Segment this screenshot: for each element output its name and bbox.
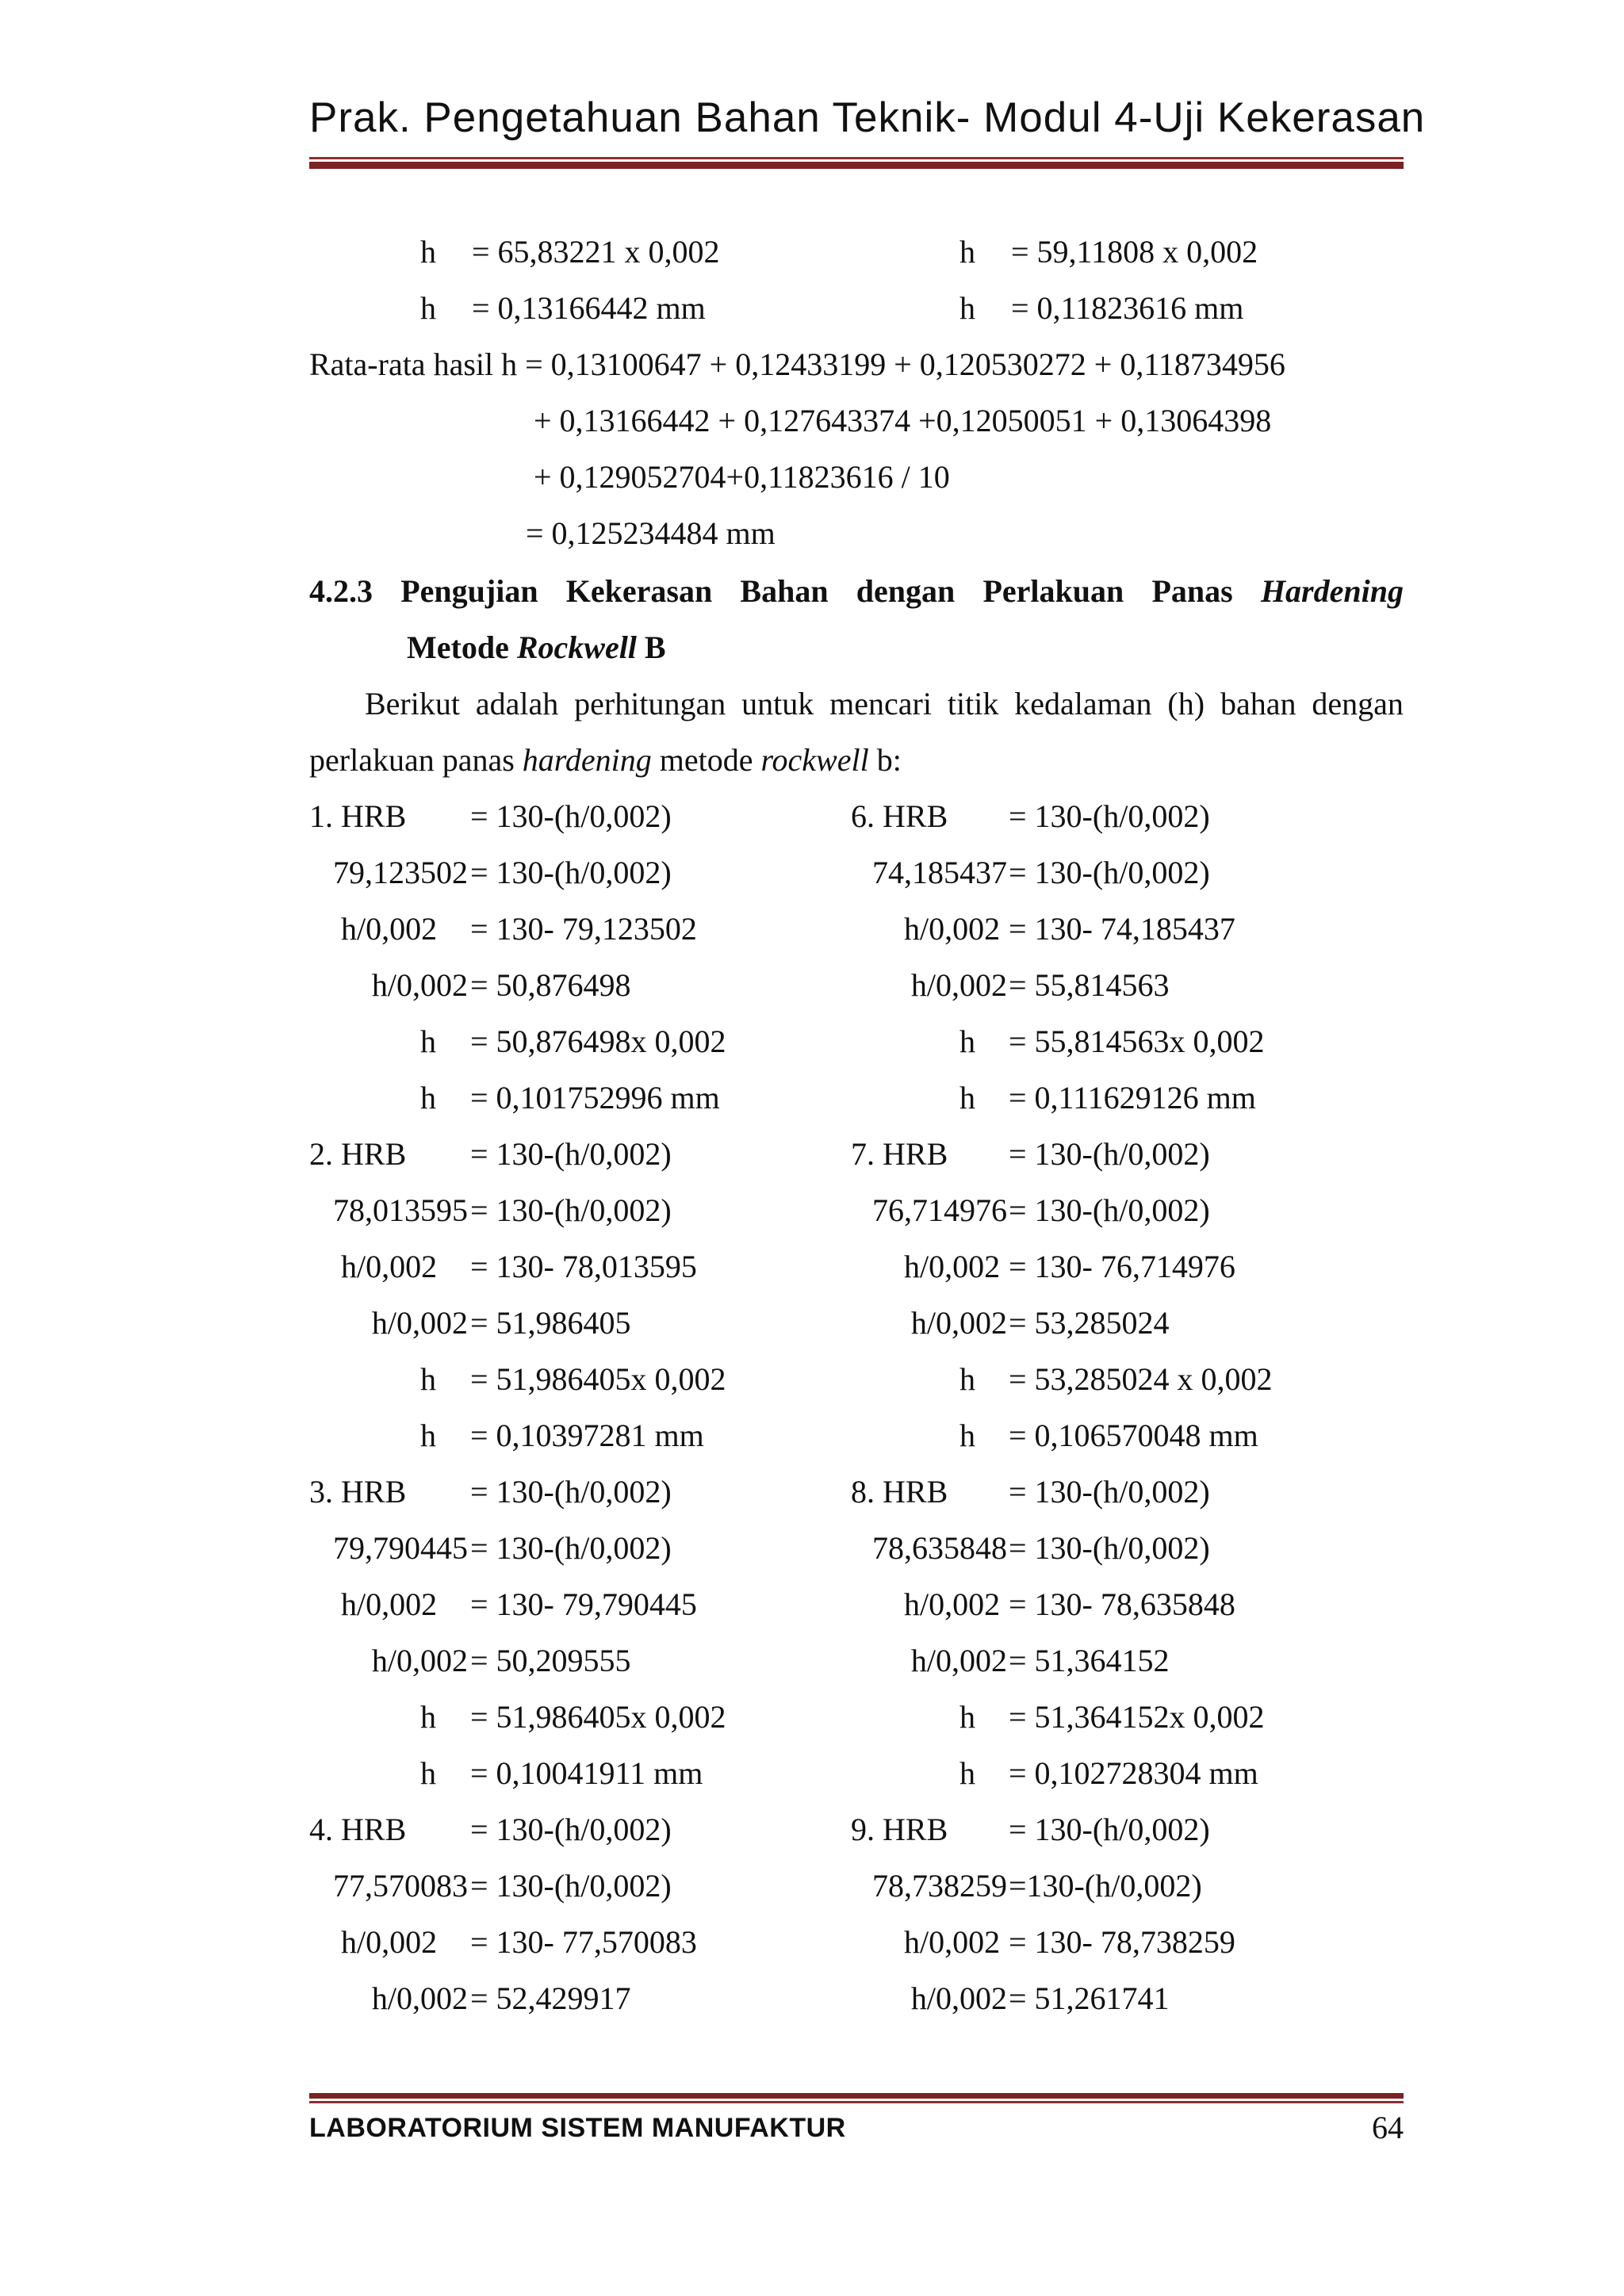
h-ratio: h/0,002 xyxy=(371,1980,468,2016)
equation: = 51,986405x 0,002 xyxy=(470,1699,726,1735)
page-number: 64 xyxy=(1372,2110,1404,2145)
word: (h) xyxy=(1167,686,1205,721)
equation: = 130-(h/0,002) xyxy=(470,1192,672,1228)
h-ratio: h/0,002 xyxy=(904,1586,1001,1622)
equation: = 130- 74,185437 xyxy=(1009,911,1235,947)
heading-word-italic: Rockwell xyxy=(516,629,637,665)
symbol-h: h xyxy=(420,1080,436,1115)
h-ratio: h/0,002 xyxy=(904,1249,1001,1284)
intro-line-1 xyxy=(365,685,1404,723)
word: untuk xyxy=(741,686,814,721)
equation: = 51,986405x 0,002 xyxy=(470,1361,726,1397)
equation: = 130-(h/0,002) xyxy=(470,1474,672,1510)
symbol-h: h xyxy=(420,1024,436,1059)
h-ratio: h/0,002 xyxy=(341,1249,438,1284)
equation: = 130- 78,738259 xyxy=(1009,1924,1235,1960)
hrb-value: 78,635848 xyxy=(872,1530,1007,1566)
hrb-value: 79,790445 xyxy=(333,1530,468,1566)
equation: = 130-(h/0,002) xyxy=(470,798,672,834)
equation: = 55,814563 xyxy=(1009,967,1170,1003)
h-ratio: h/0,002 xyxy=(341,911,438,947)
symbol-h: h xyxy=(959,1699,975,1735)
header-rule-thick xyxy=(309,162,1404,169)
average-line-3: + 0,129052704+0,11823616 / 10 xyxy=(534,459,950,495)
word: dengan xyxy=(1312,686,1404,721)
section-heading-line-2 xyxy=(407,629,666,667)
h-ratio: h/0,002 xyxy=(910,1643,1007,1678)
equation: = 130- 78,013595 xyxy=(470,1249,697,1284)
equation: = 130-(h/0,002) xyxy=(470,855,672,890)
equation: = 130- 79,123502 xyxy=(470,911,697,947)
hrb-label: 9. HRB xyxy=(851,1812,948,1847)
intro-line-2 xyxy=(309,741,902,779)
equation: = 0,102728304 mm xyxy=(1009,1755,1258,1791)
heading-word: Kekerasan xyxy=(565,573,713,609)
hrb-label: 7. HRB xyxy=(851,1136,948,1172)
symbol-h: h xyxy=(959,234,975,270)
equation: = 130- 76,714976 xyxy=(1009,1249,1235,1284)
hrb-value: 78,738259 xyxy=(872,1868,1007,1904)
equation: =130-(h/0,002) xyxy=(1009,1868,1202,1904)
text-run-italic: hardening xyxy=(522,742,652,778)
hrb-value: 76,714976 xyxy=(872,1192,1007,1228)
header-rule-thin xyxy=(309,157,1404,159)
equation: = 53,285024 xyxy=(1009,1305,1170,1341)
equation: = 130-(h/0,002) xyxy=(470,1530,672,1566)
equation: = 0,106570048 mm xyxy=(1009,1418,1258,1453)
equation: = 130-(h/0,002) xyxy=(1009,1192,1210,1228)
equation: = 130-(h/0,002) xyxy=(1009,1812,1210,1847)
average-line-1: Rata-rata hasil h = 0,13100647 + 0,12433199 + 0,120530272 + 0,118734956 xyxy=(309,346,1285,382)
heading-word-italic: Hardening xyxy=(1260,573,1404,609)
equation: = 55,814563x 0,002 xyxy=(1009,1024,1265,1059)
text-run: metode xyxy=(651,742,761,778)
heading-word: B xyxy=(644,629,666,665)
word: titik xyxy=(947,686,999,721)
word: bahan xyxy=(1220,686,1297,721)
equation: = 50,876498 xyxy=(470,967,631,1003)
equation: = 50,876498x 0,002 xyxy=(470,1024,726,1059)
hrb-label: 6. HRB xyxy=(851,798,948,834)
average-line-2: + 0,13166442 + 0,127643374 +0,12050051 + 0,13064398 xyxy=(534,403,1272,438)
heading-word: dengan xyxy=(856,573,956,609)
word: adalah xyxy=(475,686,559,721)
hrb-label: 8. HRB xyxy=(851,1474,948,1510)
symbol-h: h xyxy=(959,1361,975,1397)
word: mencari xyxy=(829,686,932,721)
equation: = 51,364152 xyxy=(1009,1643,1170,1678)
h-ratio: h/0,002 xyxy=(910,1980,1007,2016)
symbol-h: h xyxy=(959,290,975,326)
footer-rule-thick xyxy=(309,2093,1404,2099)
equation: = 130-(h/0,002) xyxy=(1009,1136,1210,1172)
h-ratio: h/0,002 xyxy=(904,911,1001,947)
word: perhitungan xyxy=(574,686,726,721)
hrb-label: 4. HRB xyxy=(309,1812,407,1847)
h-ratio: h/0,002 xyxy=(904,1924,1001,1960)
equation: = 52,429917 xyxy=(470,1980,631,2016)
equation: = 50,209555 xyxy=(470,1643,631,1678)
heading-word: Metode xyxy=(407,629,509,665)
equation: = 0,10397281 mm xyxy=(470,1418,704,1453)
header-title: Prak. Pengetahuan Bahan Teknik- Modul 4-Uji Kekerasan xyxy=(309,94,1426,141)
equation: = 0,13166442 mm xyxy=(472,290,706,326)
equation: = 130-(h/0,002) xyxy=(1009,798,1210,834)
heading-word: Bahan xyxy=(740,573,829,609)
equation: = 0,111629126 mm xyxy=(1009,1080,1256,1115)
equation: = 59,11808 x 0,002 xyxy=(1011,234,1258,270)
heading-word: Perlakuan xyxy=(982,573,1124,609)
hrb-label: 2. HRB xyxy=(309,1136,407,1172)
equation: = 130-(h/0,002) xyxy=(1009,1474,1210,1510)
equation: = 65,83221 x 0,002 xyxy=(472,234,720,270)
equation: = 51,364152x 0,002 xyxy=(1009,1699,1265,1735)
footer-rule-thin xyxy=(309,2101,1404,2103)
hrb-value: 77,570083 xyxy=(333,1868,468,1904)
equation: = 0,101752996 mm xyxy=(470,1080,720,1115)
equation: = 0,10041911 mm xyxy=(470,1755,703,1791)
h-ratio: h/0,002 xyxy=(341,1924,438,1960)
h-ratio: h/0,002 xyxy=(371,967,468,1003)
hrb-value: 79,123502 xyxy=(333,855,468,890)
hrb-value: 78,013595 xyxy=(333,1192,468,1228)
symbol-h: h xyxy=(959,1080,975,1115)
text-run-italic: rockwell xyxy=(760,742,869,778)
equation: = 130- 78,635848 xyxy=(1009,1586,1235,1622)
equation: = 130-(h/0,002) xyxy=(470,1812,672,1847)
h-ratio: h/0,002 xyxy=(371,1305,468,1341)
h-ratio: h/0,002 xyxy=(910,1305,1007,1341)
section-heading-line-1 xyxy=(309,572,1404,610)
word: kedalaman xyxy=(1014,686,1152,721)
h-ratio: h/0,002 xyxy=(910,967,1007,1003)
text-run: perlakuan panas xyxy=(309,742,523,778)
symbol-h: h xyxy=(420,1699,436,1735)
symbol-h: h xyxy=(420,234,436,270)
equation: = 130-(h/0,002) xyxy=(1009,1530,1210,1566)
equation: = 130-(h/0,002) xyxy=(470,1868,672,1904)
symbol-h: h xyxy=(420,1755,436,1791)
section-number: 4.2.3 xyxy=(309,573,373,609)
footer-label: LABORATORIUM SISTEM MANUFAKTUR xyxy=(309,2113,846,2143)
symbol-h: h xyxy=(959,1024,975,1059)
equation: = 51,261741 xyxy=(1009,1980,1170,2016)
equation: = 130-(h/0,002) xyxy=(470,1136,672,1172)
hrb-label: 1. HRB xyxy=(309,798,407,834)
heading-word: Pengujian xyxy=(400,573,538,609)
equation: = 53,285024 x 0,002 xyxy=(1009,1361,1273,1397)
text-run: b: xyxy=(868,742,902,778)
word: Berikut xyxy=(365,686,460,721)
heading-word: Panas xyxy=(1151,573,1233,609)
symbol-h: h xyxy=(420,1418,436,1453)
symbol-h: h xyxy=(420,290,436,326)
symbol-h: h xyxy=(959,1418,975,1453)
symbol-h: h xyxy=(959,1755,975,1791)
symbol-h: h xyxy=(420,1361,436,1397)
equation: = 51,986405 xyxy=(470,1305,631,1341)
h-ratio: h/0,002 xyxy=(341,1586,438,1622)
equation: = 130-(h/0,002) xyxy=(1009,855,1210,890)
equation: = 0,11823616 mm xyxy=(1011,290,1244,326)
average-result: = 0,125234484 mm xyxy=(526,515,776,551)
hrb-value: 74,185437 xyxy=(872,855,1007,890)
equation: = 130- 79,790445 xyxy=(470,1586,697,1622)
hrb-label: 3. HRB xyxy=(309,1474,407,1510)
equation: = 130- 77,570083 xyxy=(470,1924,697,1960)
h-ratio: h/0,002 xyxy=(371,1643,468,1678)
